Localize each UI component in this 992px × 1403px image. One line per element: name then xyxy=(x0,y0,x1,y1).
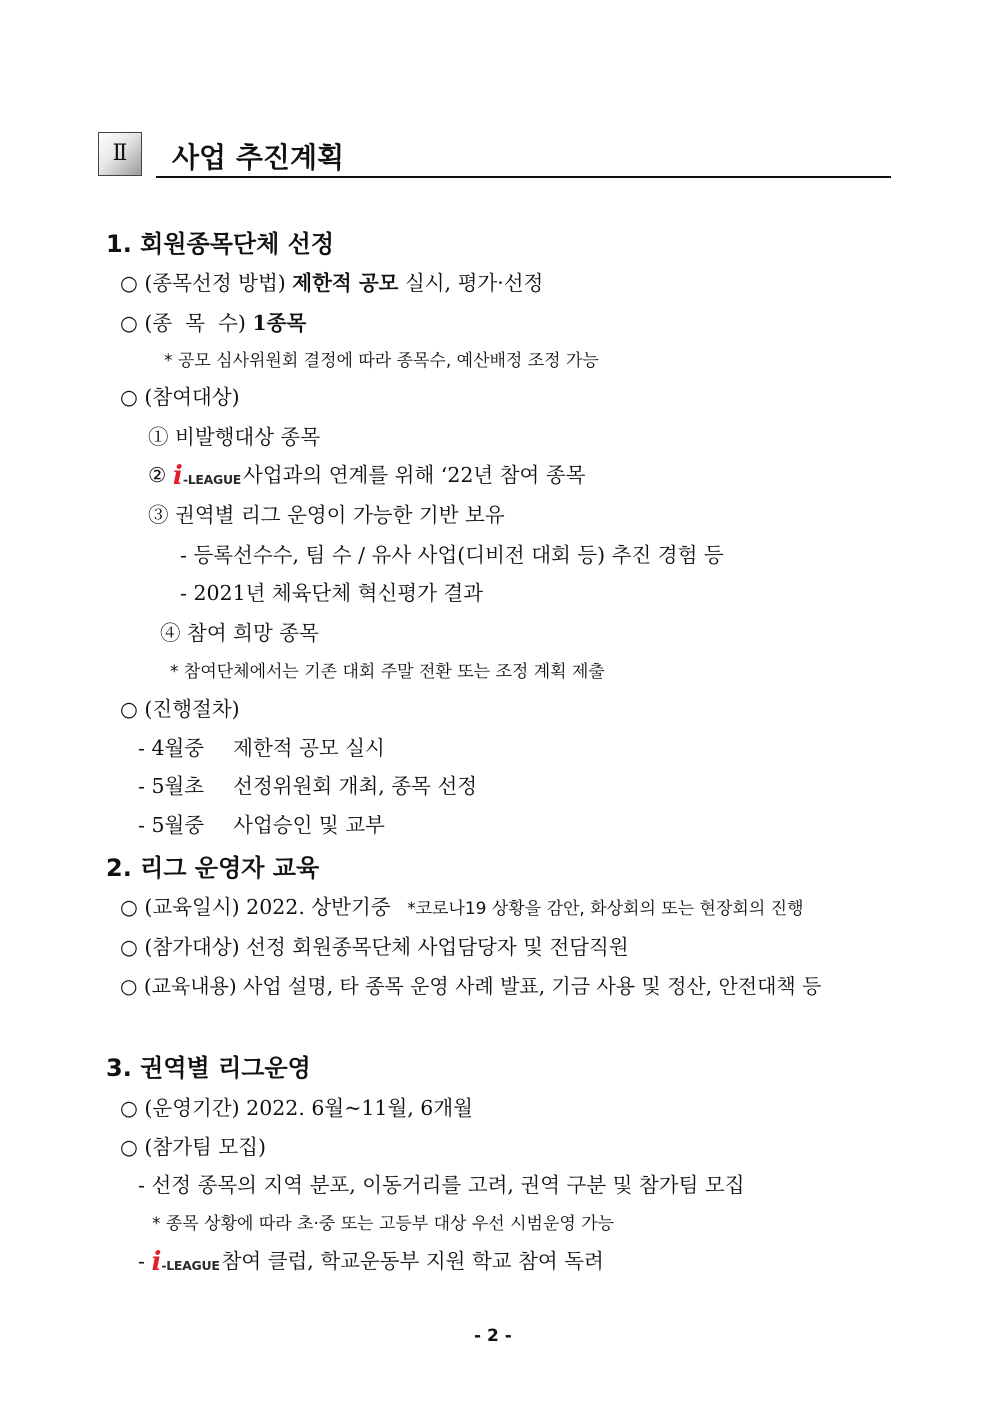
bullet: ○ xyxy=(120,271,138,295)
s1-procedure-3 xyxy=(138,808,385,838)
s3-line-period xyxy=(120,1091,473,1121)
s3-line-recruit xyxy=(120,1130,266,1160)
bullet: ○ xyxy=(120,311,138,335)
text: (교육내용) 사업 설명, 타 종목 운영 사례 발표, 기금 사용 및 정산, 안전대책 등 xyxy=(143,974,822,998)
s1-note-2: * 참여단체에서는 기존 대회 주말 전환 또는 조정 계획 제출 xyxy=(170,662,605,682)
s2-line-schedule xyxy=(120,890,804,920)
s1-line-procedure xyxy=(120,692,240,722)
s1-note-1: * 공모 심사위원회 결정에 따라 종목수, 예산배정 조정 가능 xyxy=(164,351,599,371)
text-bold: 제한적 공모 xyxy=(292,271,399,295)
bullet: ○ xyxy=(120,895,138,919)
s1-criteria-1: ① 비발행대상 종목 xyxy=(148,425,321,449)
text: (참여대상) xyxy=(144,385,240,409)
s2-line-participants xyxy=(120,930,629,960)
section-2-heading: 2. 리그 운영자 교육 xyxy=(106,854,320,882)
procedure-when: - 5월초 xyxy=(138,774,205,798)
text: (참가대상) 선정 회원종목단체 사업담당자 및 전담직원 xyxy=(144,935,629,959)
bullet: ○ xyxy=(120,385,138,409)
page-number: - 2 - xyxy=(474,1326,512,1346)
dash: - xyxy=(138,1249,145,1273)
i-league-logo: i-LEAGUE xyxy=(172,461,242,491)
s1-criteria-2 xyxy=(148,458,585,491)
chapter-title: 사업 추진계획 xyxy=(172,141,345,174)
s1-criteria-4: ④ 참여 희망 종목 xyxy=(160,621,319,645)
s3-detail-2 xyxy=(138,1244,604,1277)
section-3-heading: 3. 권역별 리그운영 xyxy=(106,1054,311,1082)
inline-note: *코로나19 상황을 감안, 화상회의 또는 현장회의 진행 xyxy=(407,899,804,919)
chapter-number-box xyxy=(98,132,142,176)
chapter-underline xyxy=(156,176,891,178)
procedure-when: - 4월중 xyxy=(138,736,205,760)
s1-criteria-3: ③ 권역별 리그 운영이 가능한 기반 보유 xyxy=(148,503,505,527)
s2-line-content xyxy=(120,970,821,999)
procedure-what: 제한적 공모 실시 xyxy=(233,736,385,760)
text: (참가팀 모집) xyxy=(144,1135,266,1159)
s1-procedure-1 xyxy=(138,731,385,761)
bullet: ○ xyxy=(120,1135,138,1159)
text-prefix: (종목선정 방법) xyxy=(144,271,293,295)
text: (진행절차) xyxy=(144,697,240,721)
text-bold: 1종목 xyxy=(252,311,307,335)
bullet: ○ xyxy=(120,1096,138,1120)
chapter-numeral: Ⅱ xyxy=(112,141,128,166)
bullet: ○ xyxy=(120,935,138,959)
s3-detail-1: - 선정 종목의 지역 분포, 이동거리를 고려, 권역 구분 및 참가팀 모집 xyxy=(138,1173,745,1197)
s1-detail-2: - 2021년 체육단체 혁신평가 결과 xyxy=(180,581,483,605)
s3-note-1: * 종목 상황에 따라 초·중 또는 고등부 대상 우선 시범운영 가능 xyxy=(152,1214,615,1234)
criteria-number: ② xyxy=(148,463,167,487)
text-suffix: 실시, 평가·선정 xyxy=(398,271,544,295)
text: (교육일시) 2022. 상반기중 xyxy=(144,895,391,919)
procedure-when: - 5월중 xyxy=(138,813,205,837)
bullet: ○ xyxy=(120,697,138,721)
s1-detail-1: - 등록선수수, 팀 수 / 유사 사업(디비전 대회 등) 추진 경험 등 xyxy=(180,543,724,567)
criteria-text: 사업과의 연계를 위해 ‘22년 참여 종목 xyxy=(243,463,586,487)
section-1-heading: 1. 회원종목단체 선정 xyxy=(106,230,334,258)
s1-line-target xyxy=(120,380,240,410)
procedure-what: 선정위원회 개최, 종목 선정 xyxy=(233,774,478,798)
text: (운영기간) 2022. 6월~11월, 6개월 xyxy=(144,1096,473,1120)
procedure-what: 사업승인 및 교부 xyxy=(233,813,385,837)
i-league-logo: i-LEAGUE xyxy=(151,1247,220,1277)
s1-line-selection-method xyxy=(120,266,543,296)
bullet: ○ xyxy=(120,974,138,998)
s1-procedure-2 xyxy=(138,769,477,799)
detail-text: 참여 클럽, 학교운동부 지원 학교 참여 독려 xyxy=(221,1249,604,1273)
text-prefix: (종 목 수) xyxy=(144,311,253,335)
s1-line-count xyxy=(120,306,306,336)
